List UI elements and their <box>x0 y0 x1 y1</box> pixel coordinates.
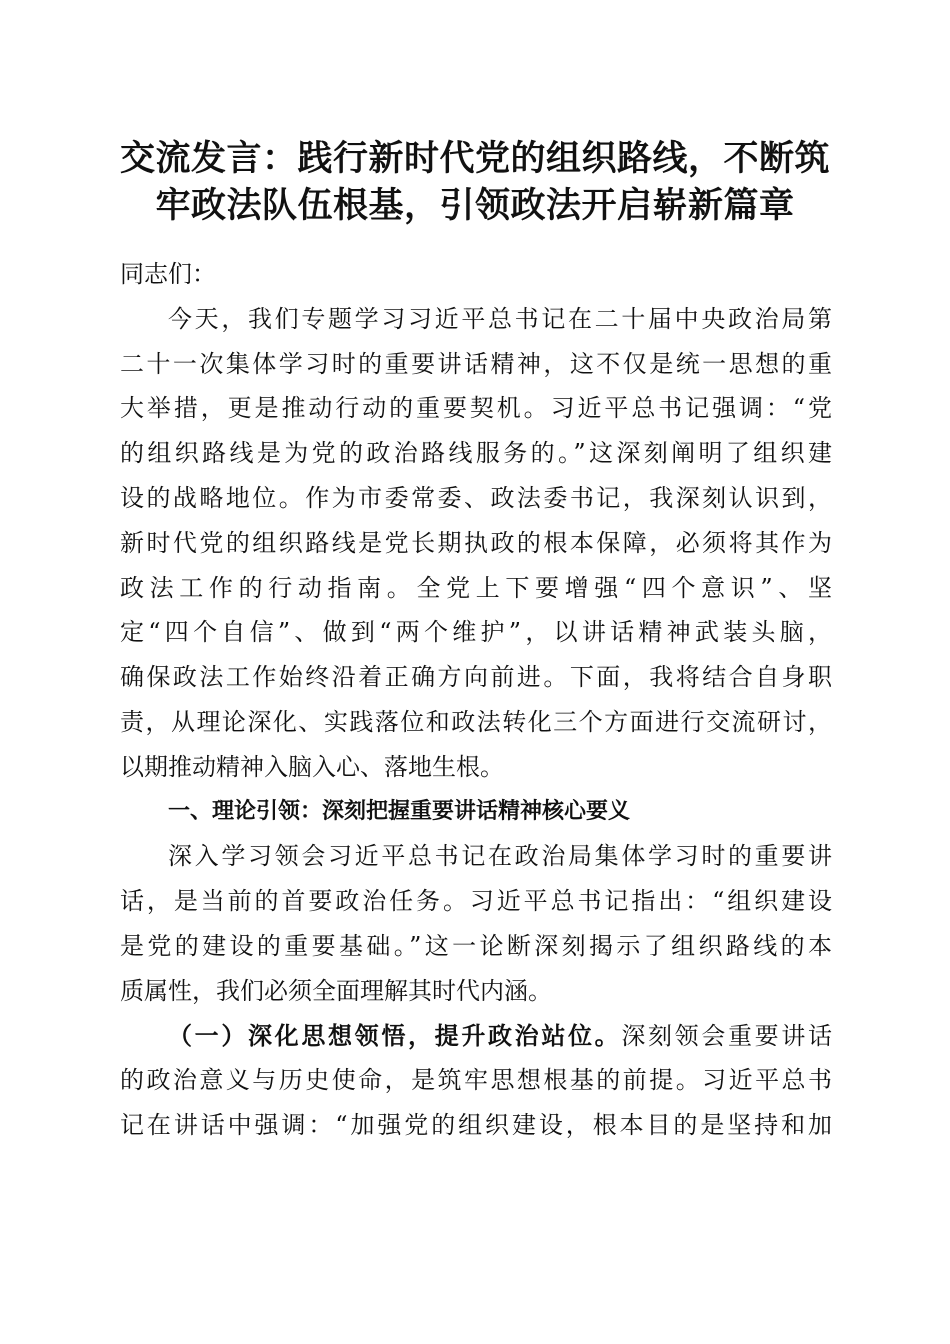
subsection-1-first-line <box>120 1014 832 1059</box>
salutation: 同志们： <box>120 260 216 288</box>
section-1-line: 话，是当前的首要政治任务。习近平总书记指出：“组织建设 <box>120 887 832 916</box>
intro-line: 新时代党的组织路线是党长期执政的根本保障，必须将其作为 <box>120 528 832 557</box>
document-title <box>100 136 850 230</box>
intro-line: 二十一次集体学习时的重要讲话精神，这不仅是统一思想的重 <box>120 349 832 378</box>
intro-line: 设的战略地位。作为市委常委、政法委书记，我深刻认识到， <box>120 483 832 512</box>
document-body <box>120 252 832 1148</box>
section-1-heading: 一、理论引领：深刻把握重要讲话精神核心要义 <box>168 798 631 824</box>
intro-line: 责，从理论深化、实践落位和政法转化三个方面进行交流研讨， <box>120 707 832 736</box>
title-line-1: 交流发言：践行新时代党的组织路线，不断筑 <box>119 139 830 179</box>
section-1-line: 深入学习领会习近平总书记在政治局集体学习时的重要讲 <box>168 842 832 871</box>
intro-line: 确保政法工作始终沿着正确方向前进。下面，我将结合自身职 <box>120 663 832 692</box>
subsection-1-lead: （一）深化思想领悟，提升政治站位。 <box>168 1020 622 1050</box>
title-line-2: 牢政法队伍根基，引领政法开启崭新篇章 <box>155 186 795 226</box>
section-1-line: 质属性，我们必须全面理解其时代内涵。 <box>120 976 552 1005</box>
intro-line: 的组织路线是为党的政治路线服务的。”这深刻阐明了组织建 <box>120 439 832 468</box>
subsection-1-line: 记在讲话中强调：“加强党的组织建设，根本目的是坚持和加 <box>120 1111 832 1140</box>
intro-line: 政法工作的行动指南。全党上下要增强“四个意识”、坚 <box>120 573 832 602</box>
intro-line: 以期推动精神入脑入心、落地生根。 <box>120 752 504 781</box>
intro-line: 今天，我们专题学习习近平总书记在二十届中央政治局第 <box>168 304 832 333</box>
section-1-line: 是党的建设的重要基础。”这一论断深刻揭示了组织路线的本 <box>120 931 832 960</box>
intro-line: 定“四个自信”、做到“两个维护”，以讲话精神武装头脑， <box>120 618 832 647</box>
intro-line: 大举措，更是推动行动的重要契机。习近平总书记强调：“党 <box>120 394 832 423</box>
subsection-1-line: 的政治意义与历史使命，是筑牢思想根基的前提。习近平总书 <box>120 1066 832 1095</box>
subsection-1-first-rest: 深刻领会重要讲话 <box>621 1021 832 1050</box>
